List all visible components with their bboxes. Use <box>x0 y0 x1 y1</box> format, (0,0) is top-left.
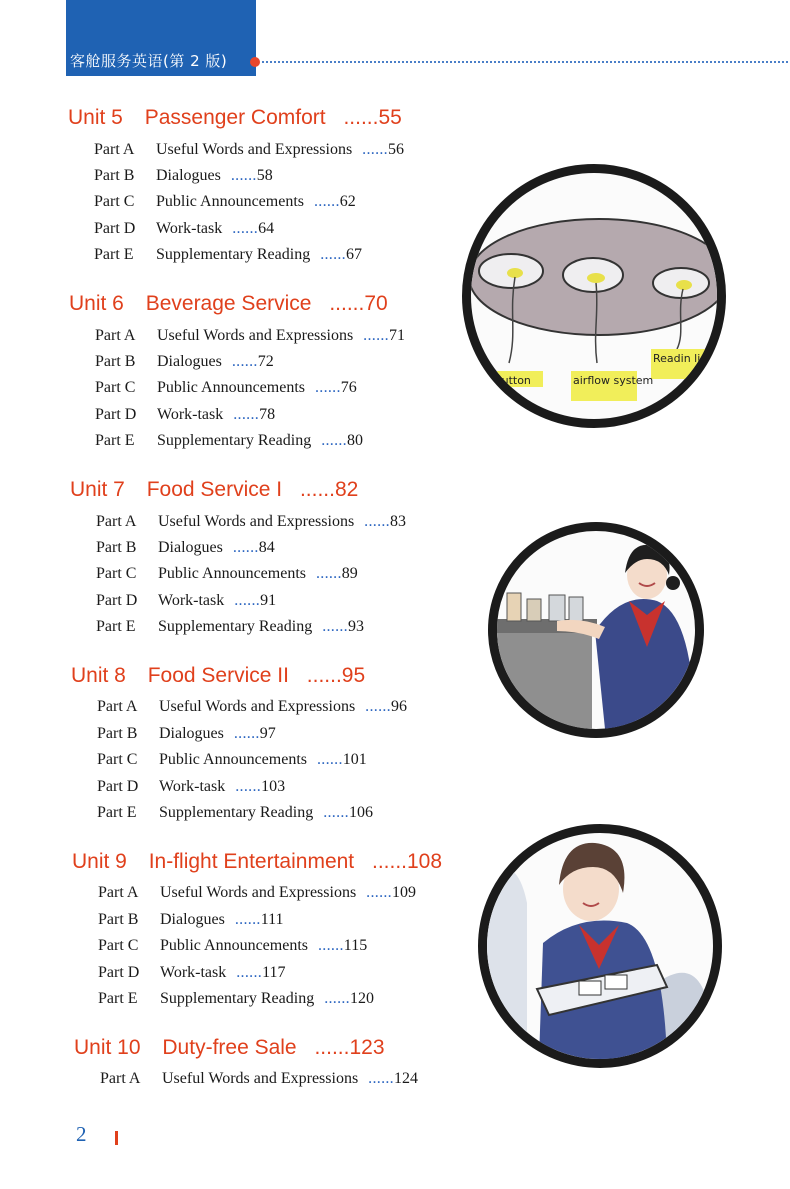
part-page: 80 <box>347 432 363 449</box>
unit-heading-8[interactable] <box>71 664 365 688</box>
leader-dots: ...... <box>234 911 261 928</box>
part-page: 115 <box>343 937 368 954</box>
leader-dots: ...... <box>314 379 341 396</box>
toc-entry[interactable] <box>96 565 358 583</box>
toc-entry[interactable] <box>95 406 275 424</box>
part-title: Supplementary Reading <box>159 804 314 821</box>
part-page: 93 <box>348 618 364 635</box>
part-label: Part E <box>95 432 135 449</box>
leader-dots: ...... <box>324 990 350 1007</box>
unit-title: In-flight Entertainment <box>148 850 355 873</box>
unit-page: ......55 <box>343 106 402 129</box>
part-label: Part A <box>95 327 136 344</box>
unit-title: Food Service I <box>146 478 283 501</box>
part-page: 62 <box>339 193 356 210</box>
part-title: Dialogues <box>157 353 222 370</box>
toc-entry[interactable] <box>94 167 273 185</box>
toc-entry[interactable] <box>95 432 363 450</box>
part-title: Supplementary Reading <box>157 432 312 449</box>
toc-entry[interactable] <box>97 751 367 769</box>
leader-dots: ...... <box>236 964 263 981</box>
leader-dots: ...... <box>362 141 388 158</box>
leader-dots: ...... <box>233 725 260 742</box>
part-title: Work-task <box>157 406 224 423</box>
part-label: Part A <box>100 1070 141 1087</box>
part-title: Useful Words and Expressions <box>160 884 357 901</box>
toc-entry[interactable] <box>97 804 373 822</box>
toc-entry[interactable] <box>94 141 404 159</box>
overhead-panel-sketch <box>471 173 717 419</box>
part-title: Work-task <box>160 964 227 981</box>
part-page: 89 <box>341 565 358 582</box>
unit-page: ......95 <box>306 664 366 687</box>
part-page: 78 <box>259 406 276 423</box>
leader-dots: ...... <box>234 592 261 609</box>
toc-entry[interactable] <box>98 964 285 982</box>
part-page: 58 <box>256 167 273 184</box>
leader-dots: ...... <box>232 539 259 556</box>
unit-number: Unit 9 <box>72 850 127 873</box>
leader-dots: ...... <box>322 618 348 635</box>
part-label: Part E <box>96 618 136 635</box>
part-title: Dialogues <box>158 539 223 556</box>
toc-entry[interactable] <box>95 379 357 397</box>
part-title: Useful Words and Expressions <box>159 698 356 715</box>
part-page: 83 <box>389 513 406 530</box>
part-page: 106 <box>349 804 373 821</box>
part-title: Supplementary Reading <box>160 990 315 1007</box>
toc-entry[interactable] <box>98 990 374 1008</box>
unit-page: ......70 <box>329 292 388 315</box>
meal-service-illustration <box>478 824 722 1068</box>
unit-title: Beverage Service <box>145 292 312 315</box>
leader-dots: ...... <box>315 565 342 582</box>
leader-dots: ...... <box>230 167 257 184</box>
part-title: Work-task <box>159 778 226 795</box>
leader-dots: ...... <box>368 1070 394 1087</box>
toc-entry[interactable] <box>97 725 276 743</box>
leader-dots: ...... <box>364 513 390 530</box>
part-title: Useful Words and Expressions <box>162 1070 359 1087</box>
toc-entry[interactable] <box>96 592 276 610</box>
unit-page: ......82 <box>299 478 359 501</box>
part-page: 71 <box>388 327 405 344</box>
part-page: 109 <box>391 884 416 901</box>
part-label: Part E <box>94 246 134 263</box>
part-label: Part D <box>97 778 139 795</box>
part-page: 67 <box>346 246 362 263</box>
part-page: 76 <box>340 379 357 396</box>
unit-page: ......108 <box>371 850 443 873</box>
leader-dots: ...... <box>363 327 389 344</box>
part-page: 111 <box>260 911 284 928</box>
unit-number: Unit 10 <box>74 1036 141 1059</box>
toc-entry[interactable] <box>94 220 274 238</box>
unit-number: Unit 7 <box>70 478 125 501</box>
part-title: Useful Words and Expressions <box>156 141 353 158</box>
part-title: Dialogues <box>160 911 225 928</box>
header-dotted-rule <box>262 61 788 63</box>
book-title: 客舱服务英语(第 2 版) <box>70 52 228 70</box>
toc-entry[interactable] <box>94 246 362 264</box>
leader-dots: ...... <box>321 432 347 449</box>
part-label: Part D <box>95 406 137 423</box>
part-page: 84 <box>258 539 275 556</box>
part-label: Part D <box>94 220 136 237</box>
part-title: Work-task <box>156 220 223 237</box>
leader-dots: ...... <box>232 220 259 237</box>
part-label: Part A <box>98 884 139 901</box>
part-page: 117 <box>262 964 286 981</box>
toc-entry[interactable] <box>94 193 356 211</box>
toc-entry[interactable] <box>95 327 405 345</box>
part-label: Part C <box>97 751 138 768</box>
toc-entry[interactable] <box>97 698 407 716</box>
toc-entry[interactable] <box>97 778 285 796</box>
leader-dots: ...... <box>233 406 260 423</box>
unit-heading-6[interactable] <box>69 292 388 316</box>
unit-page: ......123 <box>314 1036 385 1059</box>
toc-entry[interactable] <box>95 353 274 371</box>
unit-heading-10[interactable] <box>74 1036 385 1060</box>
part-label: Part D <box>96 592 138 609</box>
overhead-panel-illustration <box>462 164 726 428</box>
unit-number: Unit 8 <box>71 664 126 687</box>
part-page: 103 <box>261 778 286 795</box>
part-label: Part B <box>94 167 135 184</box>
part-label: Part E <box>98 990 138 1007</box>
unit-heading-7[interactable] <box>70 478 358 502</box>
part-label: Part A <box>97 698 138 715</box>
toc-entry[interactable] <box>96 513 406 531</box>
leader-dots: ...... <box>320 246 346 263</box>
leader-dots: ...... <box>313 193 340 210</box>
leader-dots: ...... <box>231 353 258 370</box>
part-page: 91 <box>260 592 277 609</box>
unit-title: Duty-free Sale <box>162 1036 297 1059</box>
leader-dots: ...... <box>235 778 262 795</box>
sketch-label: airflow system <box>573 374 654 387</box>
part-page: 56 <box>387 141 404 158</box>
part-label: Part E <box>97 804 137 821</box>
part-title: Dialogues <box>156 167 221 184</box>
part-label: Part C <box>96 565 137 582</box>
part-label: Part C <box>94 193 135 210</box>
part-title: Public Announcements <box>159 751 307 768</box>
toc-entry[interactable] <box>96 618 364 636</box>
part-title: Public Announcements <box>156 193 304 210</box>
unit-number: Unit 6 <box>69 292 124 315</box>
part-title: Public Announcements <box>158 565 306 582</box>
leader-dots: ...... <box>317 937 344 954</box>
unit-title: Passenger Comfort <box>144 106 326 129</box>
unit-number: Unit 5 <box>68 106 123 129</box>
unit-title: Food Service II <box>147 664 289 687</box>
toc-entry[interactable] <box>96 539 275 557</box>
part-page: 97 <box>259 725 276 742</box>
attendant-cart-drawing <box>497 531 695 729</box>
part-title: Work-task <box>158 592 225 609</box>
leader-dots: ...... <box>316 751 343 768</box>
part-page: 120 <box>350 990 374 1007</box>
part-page: 64 <box>258 220 275 237</box>
part-title: Useful Words and Expressions <box>157 327 354 344</box>
part-label: Part B <box>96 539 137 556</box>
part-label: Part A <box>96 513 137 530</box>
part-label: Part B <box>95 353 136 370</box>
part-page: 124 <box>393 1070 418 1087</box>
part-page: 96 <box>390 698 407 715</box>
beverage-cart-illustration <box>488 522 704 738</box>
toc-entry[interactable] <box>100 1070 418 1088</box>
part-title: Public Announcements <box>160 937 308 954</box>
part-label: Part A <box>94 141 135 158</box>
unit-heading-5[interactable] <box>68 106 402 130</box>
part-label: Part C <box>98 937 139 954</box>
leader-dots: ...... <box>366 884 392 901</box>
part-label: Part B <box>98 911 139 928</box>
part-label: Part C <box>95 379 136 396</box>
part-title: Useful Words and Expressions <box>158 513 355 530</box>
sketch-label: ll button <box>485 374 531 387</box>
toc-entry[interactable] <box>98 884 416 902</box>
leader-dots: ...... <box>365 698 391 715</box>
toc-entry[interactable] <box>98 911 284 929</box>
part-title: Dialogues <box>159 725 224 742</box>
part-label: Part D <box>98 964 140 981</box>
leader-dots: ...... <box>323 804 349 821</box>
part-title: Supplementary Reading <box>158 618 313 635</box>
page-number: 2 <box>76 1122 87 1146</box>
attendant-tray-drawing <box>487 833 713 1059</box>
unit-heading-9[interactable] <box>72 850 442 874</box>
header-dot <box>250 57 260 67</box>
sketch-label: Readin ligh <box>653 352 715 365</box>
page-number-bar <box>115 1131 118 1145</box>
toc-entry[interactable] <box>98 937 367 955</box>
part-title: Public Announcements <box>157 379 305 396</box>
part-page: 72 <box>257 353 274 370</box>
part-title: Supplementary Reading <box>156 246 311 263</box>
part-page: 101 <box>342 751 367 768</box>
part-label: Part B <box>97 725 138 742</box>
